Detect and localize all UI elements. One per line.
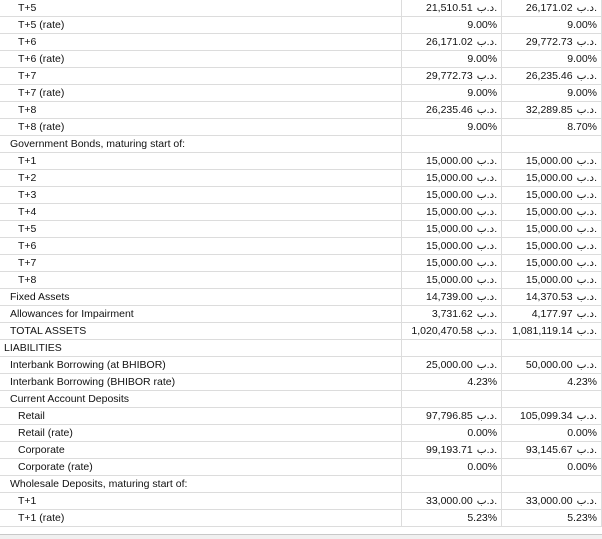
value-cell-period-2[interactable] (502, 0, 602, 17)
cell-value: 15,000.00 (425, 172, 473, 184)
currency-symbol: د.ب. (476, 206, 498, 218)
value-cell-period-2[interactable] (502, 391, 602, 408)
cell-value: 26,235.46 (425, 104, 473, 116)
value-cell-period-1[interactable] (402, 170, 502, 187)
cell-value: 105,099.34 (520, 410, 573, 422)
cell-value: 15,000.00 (425, 189, 473, 201)
currency-symbol: د.ب. (576, 2, 597, 14)
sheet-row (0, 425, 602, 442)
currency-symbol: د.ب. (576, 240, 597, 252)
currency-symbol: د.ب. (576, 36, 597, 48)
value-cell-period-2[interactable] (502, 136, 602, 153)
sheet-row (0, 136, 602, 153)
value-cell-period-2[interactable] (502, 442, 602, 459)
cell-value: 5.23% (567, 512, 597, 524)
cell-value: 9.00% (467, 87, 498, 99)
currency-symbol: د.ب. (476, 240, 498, 252)
row-label: Corporate (rate) (18, 461, 93, 473)
sheet-row (0, 408, 602, 425)
currency-symbol: د.ب. (476, 70, 498, 82)
sheet-row (0, 510, 602, 527)
value-cell-period-2[interactable] (502, 493, 602, 510)
sheet-row (0, 459, 602, 476)
row-label: Wholesale Deposits, maturing start of: (10, 478, 188, 490)
value-cell-period-1[interactable] (402, 493, 502, 510)
value-cell-period-1[interactable] (402, 85, 502, 102)
label-cell[interactable] (0, 255, 402, 272)
currency-symbol: د.ب. (476, 444, 498, 456)
label-cell[interactable] (0, 493, 402, 510)
cell-value: 9.00% (567, 87, 597, 99)
value-cell-period-2[interactable] (502, 34, 602, 51)
value-cell-period-2[interactable] (502, 272, 602, 289)
currency-symbol: د.ب. (476, 155, 498, 167)
value-cell-period-1[interactable] (402, 17, 502, 34)
value-cell-period-1[interactable] (402, 238, 502, 255)
row-label: Interbank Borrowing (at BHIBOR) (10, 359, 166, 371)
cell-value: 4.23% (567, 376, 597, 388)
row-label: Corporate (18, 444, 65, 456)
label-cell[interactable] (0, 85, 402, 102)
cell-value: 15,000.00 (525, 223, 573, 235)
currency-symbol: د.ب. (476, 36, 498, 48)
cell-value: 50,000.00 (525, 359, 573, 371)
value-cell-period-2[interactable] (502, 102, 602, 119)
sheet-row (0, 187, 602, 204)
sheet-row (0, 51, 602, 68)
label-cell[interactable] (0, 0, 402, 17)
row-label: T+8 (18, 104, 37, 116)
currency-symbol: د.ب. (476, 308, 498, 320)
value-cell-period-1[interactable] (402, 102, 502, 119)
value-cell-period-1[interactable] (402, 374, 502, 391)
label-cell[interactable] (0, 510, 402, 527)
label-cell[interactable] (0, 170, 402, 187)
label-cell[interactable] (0, 221, 402, 238)
cell-value: 0.00% (567, 427, 597, 439)
sheet-row (0, 17, 602, 34)
row-label: T+1 (18, 155, 37, 167)
cell-value: 9.00% (567, 53, 597, 65)
row-label: TOTAL ASSETS (10, 325, 87, 337)
row-label: T+5 (18, 2, 37, 14)
value-cell-period-2[interactable] (502, 340, 602, 357)
value-cell-period-1[interactable] (402, 153, 502, 170)
sheet-row (0, 493, 602, 510)
sheet-row (0, 357, 602, 374)
row-label: Interbank Borrowing (BHIBOR rate) (10, 376, 176, 388)
sheet-row (0, 272, 602, 289)
cell-value: 14,370.53 (525, 291, 573, 303)
value-cell-period-1[interactable] (402, 289, 502, 306)
value-cell-period-2[interactable] (502, 408, 602, 425)
sheet-row (0, 153, 602, 170)
currency-symbol: د.ب. (476, 495, 498, 507)
currency-symbol: د.ب. (576, 325, 597, 337)
row-label: T+7 (18, 70, 37, 82)
label-cell[interactable] (0, 136, 402, 153)
currency-symbol: د.ب. (576, 223, 597, 235)
value-cell-period-2[interactable] (502, 153, 602, 170)
value-cell-period-2[interactable] (502, 204, 602, 221)
row-label: LIABILITIES (4, 342, 62, 354)
currency-symbol: د.ب. (476, 291, 498, 303)
value-cell-period-2[interactable] (502, 289, 602, 306)
row-label: Allowances for Impairment (10, 308, 134, 320)
sheet-row (0, 204, 602, 221)
cell-value: 15,000.00 (525, 257, 573, 269)
label-cell[interactable] (0, 17, 402, 34)
cell-value: 99,193.71 (425, 444, 473, 456)
value-cell-period-2[interactable] (502, 510, 602, 527)
cell-value: 97,796.85 (425, 410, 473, 422)
value-cell-period-2[interactable] (502, 459, 602, 476)
currency-symbol: د.ب. (576, 444, 597, 456)
currency-symbol: د.ب. (576, 104, 597, 116)
currency-symbol: د.ب. (576, 495, 597, 507)
sheet-row (0, 442, 602, 459)
label-cell[interactable] (0, 357, 402, 374)
cell-value: 15,000.00 (425, 257, 473, 269)
cell-value: 14,739.00 (425, 291, 473, 303)
value-cell-period-1[interactable] (402, 408, 502, 425)
currency-symbol: د.ب. (576, 70, 597, 82)
value-cell-period-1[interactable] (402, 204, 502, 221)
label-cell[interactable] (0, 272, 402, 289)
cell-value: 0.00% (567, 461, 597, 473)
cell-value: 15,000.00 (425, 223, 473, 235)
row-label: Current Account Deposits (10, 393, 130, 405)
sheet-row (0, 306, 602, 323)
sheet-bottom-edge (0, 534, 602, 539)
cell-value: 0.00% (467, 461, 498, 473)
value-cell-period-1[interactable] (402, 221, 502, 238)
value-cell-period-1[interactable] (402, 187, 502, 204)
sheet-row (0, 323, 602, 340)
cell-value: 15,000.00 (425, 155, 473, 167)
row-label: Fixed Assets (10, 291, 70, 303)
currency-symbol: د.ب. (476, 2, 498, 14)
value-cell-period-1[interactable] (402, 68, 502, 85)
value-cell-period-1[interactable] (402, 306, 502, 323)
label-cell[interactable] (0, 374, 402, 391)
cell-value: 15,000.00 (425, 206, 473, 218)
cell-value: 9.00% (467, 19, 498, 31)
cell-value: 15,000.00 (525, 172, 573, 184)
value-cell-period-2[interactable] (502, 374, 602, 391)
currency-symbol: د.ب. (476, 410, 498, 422)
row-label: Government Bonds, maturing start of: (10, 138, 186, 150)
cell-value: 21,510.51 (425, 2, 473, 14)
sheet-row (0, 391, 602, 408)
value-cell-period-2[interactable] (502, 17, 602, 34)
sheet-row (0, 170, 602, 187)
value-cell-period-2[interactable] (502, 425, 602, 442)
row-label: T+6 (18, 240, 37, 252)
value-cell-period-2[interactable] (502, 255, 602, 272)
cell-value: 15,000.00 (525, 155, 573, 167)
label-cell[interactable] (0, 476, 402, 493)
currency-symbol: د.ب. (576, 257, 597, 269)
label-cell[interactable] (0, 340, 402, 357)
cell-value: 9.00% (467, 121, 498, 133)
row-label: T+5 (18, 223, 37, 235)
value-cell-period-1[interactable] (402, 459, 502, 476)
label-cell[interactable] (0, 68, 402, 85)
cell-value: 5.23% (467, 512, 498, 524)
cell-value: 29,772.73 (425, 70, 473, 82)
value-cell-period-2[interactable] (502, 476, 602, 493)
currency-symbol: د.ب. (476, 104, 498, 116)
sheet-row (0, 289, 602, 306)
sheet-row (0, 85, 602, 102)
sheet-row (0, 34, 602, 51)
value-cell-period-2[interactable] (502, 187, 602, 204)
value-cell-period-1[interactable] (402, 119, 502, 136)
cell-value: 15,000.00 (425, 274, 473, 286)
cell-value: 25,000.00 (425, 359, 473, 371)
cell-value: 0.00% (467, 427, 498, 439)
row-label: T+8 (18, 274, 37, 286)
value-cell-period-1[interactable] (402, 357, 502, 374)
value-cell-period-1[interactable] (402, 510, 502, 527)
sheet-row (0, 102, 602, 119)
row-label: T+1 (18, 495, 37, 507)
label-cell[interactable] (0, 459, 402, 476)
value-cell-period-1[interactable] (402, 34, 502, 51)
value-cell-period-2[interactable] (502, 51, 602, 68)
cell-value: 15,000.00 (525, 206, 573, 218)
cell-value: 1,020,470.58 (411, 325, 473, 337)
value-cell-period-2[interactable] (502, 119, 602, 136)
cell-value: 26,171.02 (525, 2, 573, 14)
cell-value: 3,731.62 (431, 308, 473, 320)
value-cell-period-2[interactable] (502, 323, 602, 340)
sheet-row (0, 255, 602, 272)
currency-symbol: د.ب. (476, 172, 498, 184)
label-cell[interactable] (0, 153, 402, 170)
label-cell[interactable] (0, 289, 402, 306)
cell-value: 33,000.00 (425, 495, 473, 507)
sheet-row (0, 0, 602, 17)
sheet-row (0, 68, 602, 85)
cell-value: 33,000.00 (525, 495, 573, 507)
row-label: T+4 (18, 206, 37, 218)
label-cell[interactable] (0, 238, 402, 255)
cell-value: 4.23% (467, 376, 498, 388)
sheet-row (0, 119, 602, 136)
cell-value: 8.70% (567, 121, 597, 133)
label-cell[interactable] (0, 391, 402, 408)
cell-value: 15,000.00 (525, 189, 573, 201)
label-cell[interactable] (0, 306, 402, 323)
currency-symbol: د.ب. (576, 308, 597, 320)
row-label: Retail (rate) (18, 427, 73, 439)
label-cell[interactable] (0, 187, 402, 204)
row-label: T+1 (rate) (18, 512, 65, 524)
value-cell-period-2[interactable] (502, 357, 602, 374)
label-cell[interactable] (0, 442, 402, 459)
value-cell-period-1[interactable] (402, 0, 502, 17)
sheet-row (0, 476, 602, 493)
value-cell-period-1[interactable] (402, 391, 502, 408)
sheet-row (0, 374, 602, 391)
sheet-row (0, 340, 602, 357)
currency-symbol: د.ب. (476, 359, 498, 371)
cell-value: 15,000.00 (425, 240, 473, 252)
sheet-row (0, 238, 602, 255)
currency-symbol: د.ب. (576, 155, 597, 167)
label-cell[interactable] (0, 119, 402, 136)
currency-symbol: د.ب. (476, 325, 498, 337)
cell-value: 32,289.85 (525, 104, 573, 116)
currency-symbol: د.ب. (476, 223, 498, 235)
row-label: T+2 (18, 172, 37, 184)
cell-value: 15,000.00 (525, 274, 573, 286)
value-cell-period-2[interactable] (502, 238, 602, 255)
currency-symbol: د.ب. (476, 189, 498, 201)
row-label: T+8 (rate) (18, 121, 65, 133)
row-label: T+6 (rate) (18, 53, 65, 65)
currency-symbol: د.ب. (576, 189, 597, 201)
label-cell[interactable] (0, 425, 402, 442)
currency-symbol: د.ب. (476, 257, 498, 269)
currency-symbol: د.ب. (576, 172, 597, 184)
currency-symbol: د.ب. (576, 206, 597, 218)
row-label: T+7 (rate) (18, 87, 65, 99)
cell-value: 9.00% (467, 53, 498, 65)
currency-symbol: د.ب. (476, 274, 498, 286)
currency-symbol: د.ب. (576, 274, 597, 286)
value-cell-period-1[interactable] (402, 323, 502, 340)
currency-symbol: د.ب. (576, 359, 597, 371)
value-cell-period-1[interactable] (402, 442, 502, 459)
value-cell-period-2[interactable] (502, 85, 602, 102)
value-cell-period-2[interactable] (502, 170, 602, 187)
row-label: Retail (18, 410, 45, 422)
label-cell[interactable] (0, 51, 402, 68)
label-cell[interactable] (0, 204, 402, 221)
row-label: T+3 (18, 189, 37, 201)
label-cell[interactable] (0, 323, 402, 340)
row-label: T+5 (rate) (18, 19, 65, 31)
cell-value: 93,145.67 (525, 444, 573, 456)
cell-value: 4,177.97 (531, 308, 573, 320)
value-cell-period-1[interactable] (402, 425, 502, 442)
value-cell-period-1[interactable] (402, 476, 502, 493)
label-cell[interactable] (0, 408, 402, 425)
value-cell-period-2[interactable] (502, 68, 602, 85)
value-cell-period-1[interactable] (402, 136, 502, 153)
cell-value: 9.00% (567, 19, 597, 31)
value-cell-period-1[interactable] (402, 255, 502, 272)
cell-value: 26,235.46 (525, 70, 573, 82)
cell-value: 15,000.00 (525, 240, 573, 252)
value-cell-period-1[interactable] (402, 272, 502, 289)
currency-symbol: د.ب. (576, 410, 597, 422)
row-label: T+7 (18, 257, 37, 269)
value-cell-period-2[interactable] (502, 221, 602, 238)
currency-symbol: د.ب. (576, 291, 597, 303)
value-cell-period-1[interactable] (402, 340, 502, 357)
label-cell[interactable] (0, 102, 402, 119)
row-label: T+6 (18, 36, 37, 48)
label-cell[interactable] (0, 34, 402, 51)
cell-value: 29,772.73 (525, 36, 573, 48)
value-cell-period-1[interactable] (402, 51, 502, 68)
sheet-row (0, 221, 602, 238)
cell-value: 26,171.02 (425, 36, 473, 48)
value-cell-period-2[interactable] (502, 306, 602, 323)
cell-value: 1,081,119.14 (512, 325, 573, 337)
